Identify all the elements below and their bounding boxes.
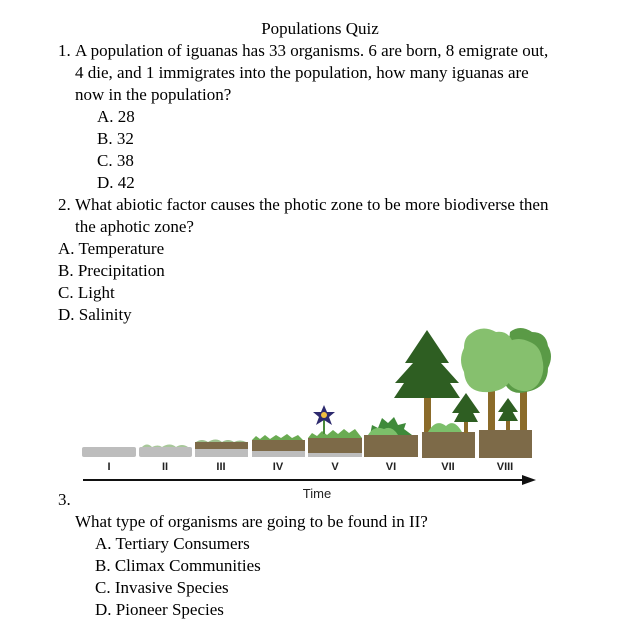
q3-number: 3.: [58, 490, 71, 509]
q1-text-line: now in the population?: [75, 85, 232, 104]
tree-trunk: [506, 420, 510, 430]
flower-center: [321, 412, 327, 418]
q3-option-a: A. Tertiary Consumers: [95, 534, 250, 553]
q1-option-b: B. 32: [97, 129, 134, 148]
q2-option-a: A. Temperature: [58, 239, 165, 258]
q2-text-line: the aphotic zone?: [75, 217, 194, 236]
conifer-tree-icon: [498, 398, 518, 421]
q2-number: 2.: [58, 195, 71, 214]
stage-label: III: [216, 461, 226, 473]
stage-3-soil: [195, 442, 248, 449]
stage-6-soil: [364, 435, 418, 457]
stage-label: II: [161, 461, 169, 473]
stage-label: VIII: [496, 461, 514, 473]
tree-trunk: [520, 390, 527, 430]
q3-text: What type of organisms are going to be found in II?: [75, 512, 428, 531]
shrub-icon: [428, 423, 462, 432]
q1-text-line: 4 die, and 1 immigrates into the population, how many iguanas are: [75, 63, 529, 82]
q2-option-d: D. Salinity: [58, 305, 132, 324]
stage-label: IV: [272, 461, 284, 473]
q1-text-line: A population of iguanas has 33 organisms. 6 are born, 8 emigrate out,: [75, 41, 549, 60]
arrow-head-icon: [522, 475, 536, 485]
q2-option-b: B. Precipitation: [58, 261, 165, 280]
stage-4-rock: [252, 450, 305, 457]
q1-option-c: C. 38: [97, 151, 134, 170]
stage-5-rock: [308, 453, 362, 457]
stage-label: VI: [385, 461, 397, 473]
q3-option-d: D. Pioneer Species: [95, 600, 224, 619]
q3-option-c: C. Invasive Species: [95, 578, 229, 597]
stage-4-soil: [252, 440, 305, 451]
stage-label: VII: [441, 461, 455, 473]
quiz-title: Populations Quiz: [261, 19, 379, 38]
tree-trunk: [488, 390, 495, 430]
q1-option-d: D. 42: [97, 173, 135, 192]
q3-option-b: B. Climax Communities: [95, 556, 261, 575]
time-label: Time: [302, 486, 332, 501]
stage-7-soil: [422, 432, 475, 458]
stage-5-soil: [308, 438, 362, 453]
stage-2-ground: [139, 447, 192, 457]
grass-icon: [308, 429, 362, 438]
q1-option-a: A. 28: [97, 107, 135, 126]
stage-1-ground: [82, 447, 136, 457]
q2-text-line: What abiotic factor causes the photic zone to be more biodiverse then: [75, 195, 549, 214]
tree-trunk: [424, 395, 431, 432]
stage-8-soil: [479, 430, 532, 458]
lichen-icon: [142, 445, 188, 448]
stage-label: V: [331, 461, 339, 473]
q1-number: 1.: [58, 41, 71, 60]
moss-icon: [196, 440, 246, 443]
q2-option-c: C. Light: [58, 283, 115, 302]
grass-icon: [252, 434, 303, 440]
stage-label: I: [107, 461, 111, 473]
conifer-tree-icon: [394, 330, 460, 398]
